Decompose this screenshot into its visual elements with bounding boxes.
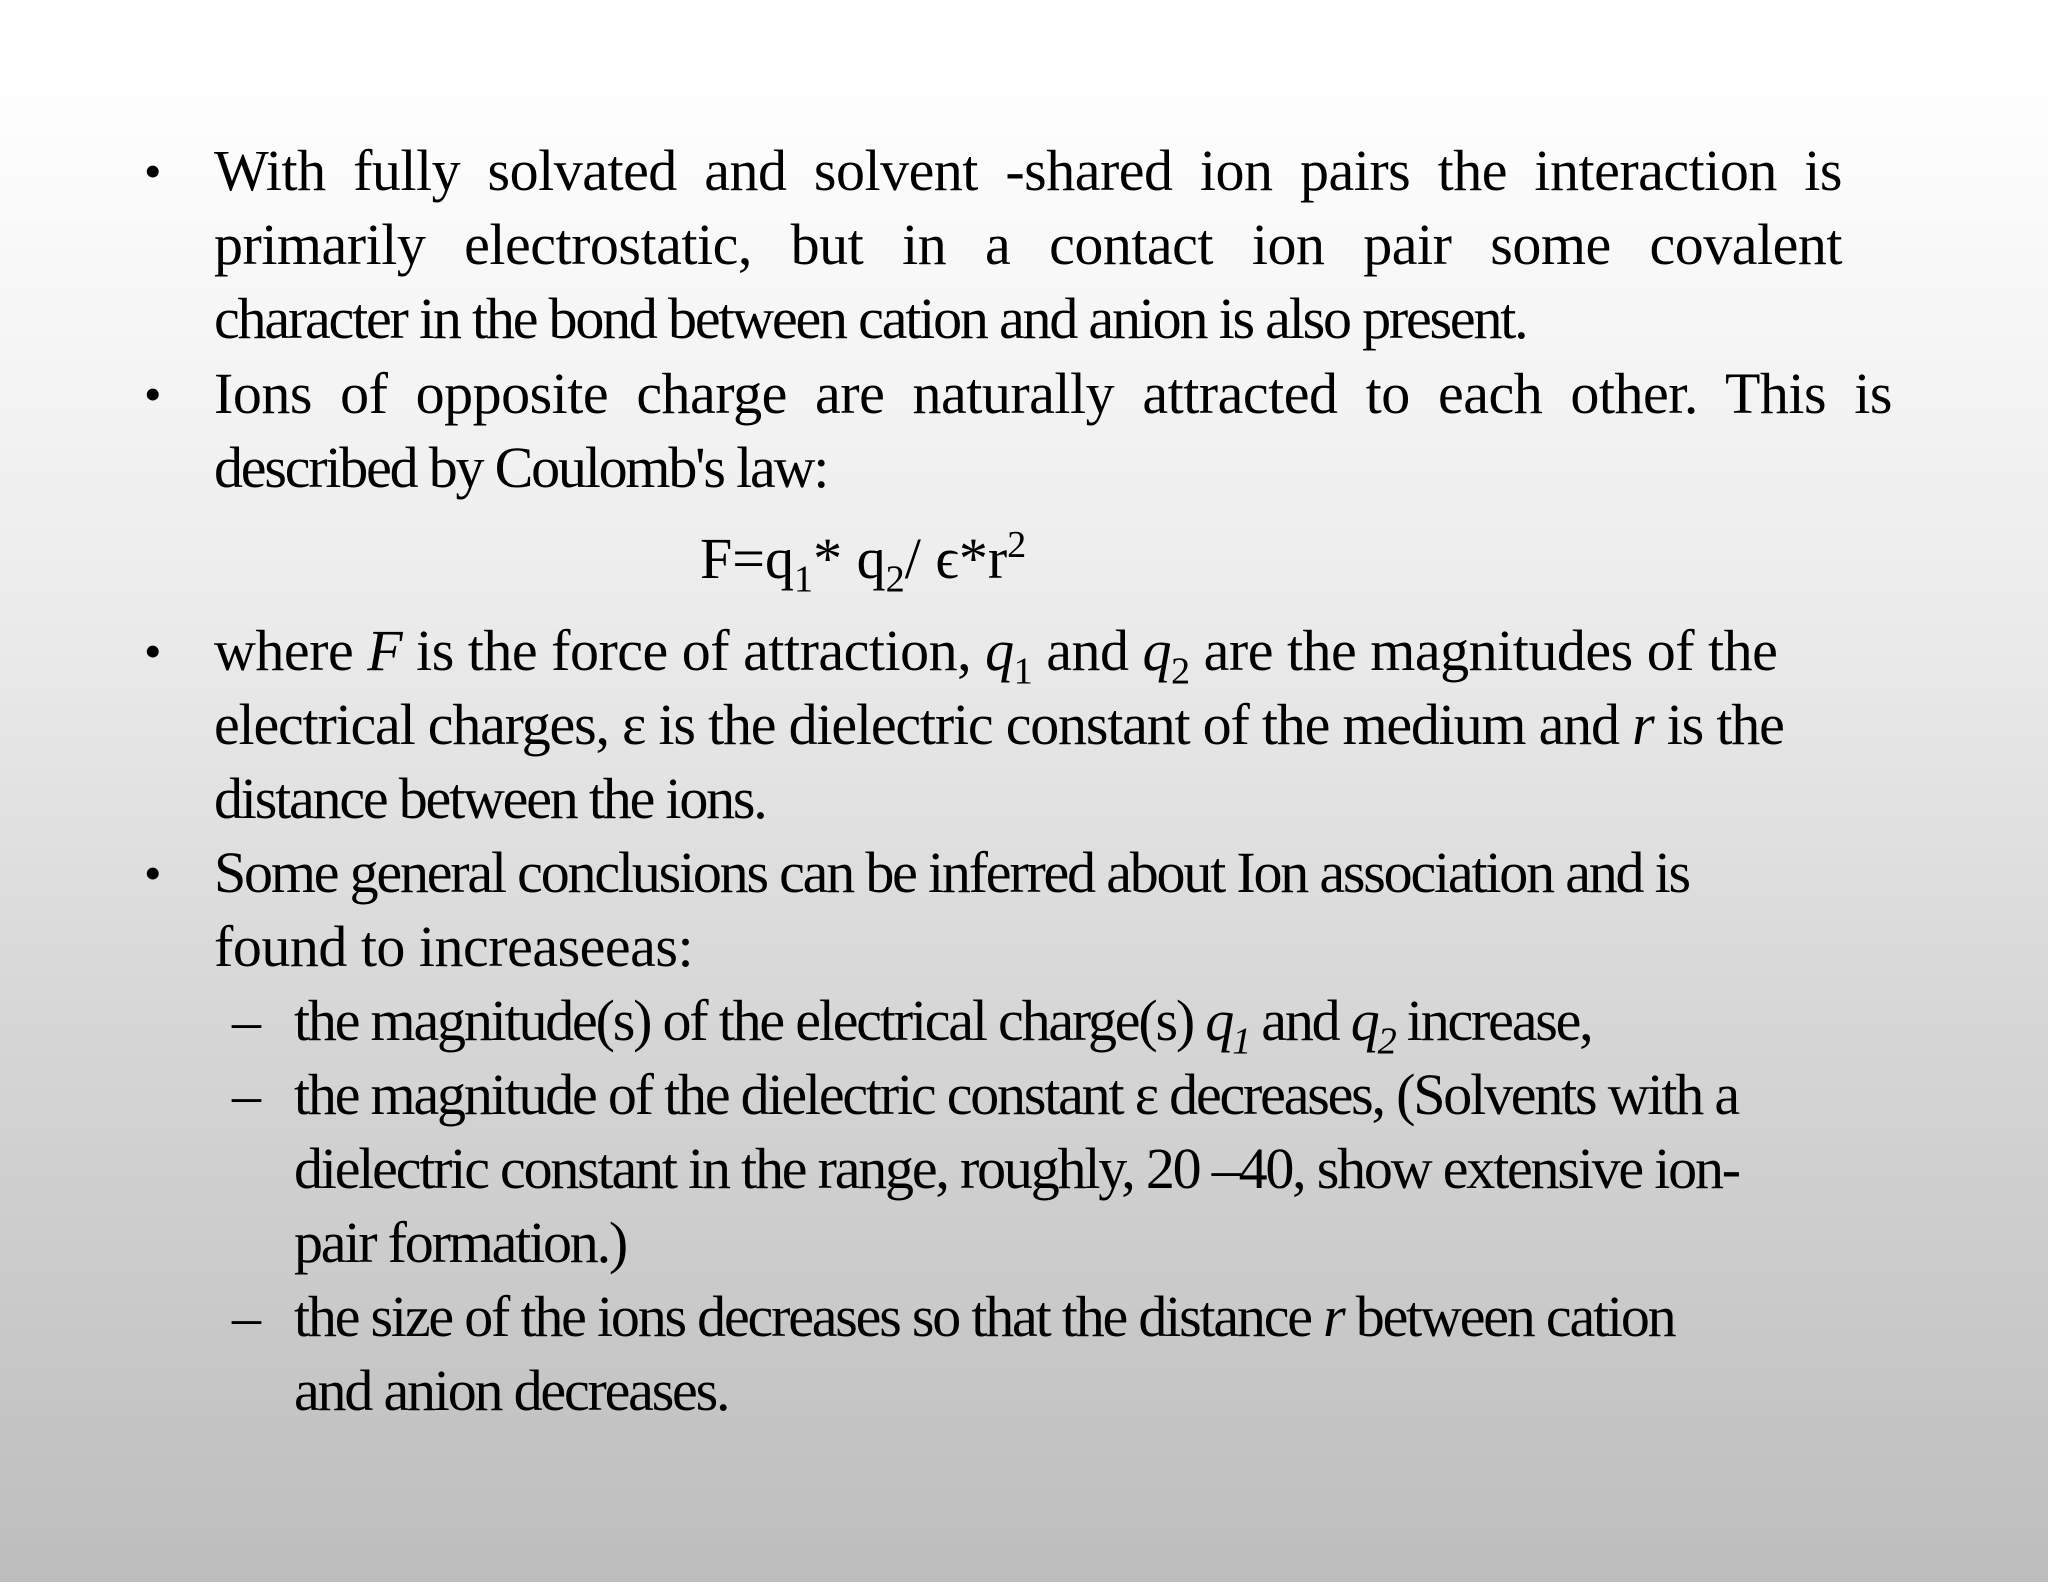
bullet-marker: • xyxy=(144,366,162,422)
bullet-4-line-1: Some general conclusions can be inferred about Ion association and is xyxy=(214,840,1689,905)
bullet-2-line-1: Ions of opposite charge are naturally attracted to each other. This is xyxy=(214,361,1892,426)
bullet-3-line-3: distance between the ions. xyxy=(214,766,766,831)
bullet-1-line-2: primarily electrostatic, but in a contact ion pair some covalent xyxy=(214,212,1842,277)
bullet-marker: • xyxy=(144,623,162,679)
bullet-4-line-2: found to increaseeas: xyxy=(214,914,694,979)
coulomb-formula: $F=q_1*$ $q_2/$ $\epsilon*r^2$ xyxy=(700,523,1027,601)
subbullet-3-line-2: and anion decreases. xyxy=(294,1358,729,1423)
bullet-1-line-1: With fully solvated and solvent -shared ion pairs the interaction is xyxy=(214,138,1842,203)
subbullet-2-line-1: the magnitude of the dielectric constant ε decreases, (Solvents with a xyxy=(294,1062,1738,1127)
dash-marker: – xyxy=(232,1062,261,1127)
dash-marker: – xyxy=(232,1284,261,1349)
dash-marker: – xyxy=(232,988,261,1053)
bullet-3-line-1: where F is the force of attraction, $q_1$ and $q_2$ are the magnitudes of the xyxy=(214,618,1778,693)
bullet-3-line-2: electrical charges, ε is the dielectric constant of the medium and r is the xyxy=(214,692,1784,757)
bullet-2-line-2: described by Coulomb's law: xyxy=(214,435,828,500)
bullet-1-line-3: character in the bond between cation and anion is also present. xyxy=(214,286,1527,351)
subbullet-2-line-3: pair formation.) xyxy=(294,1210,627,1275)
bullet-marker: • xyxy=(144,845,162,901)
subbullet-2-line-2: dielectric constant in the range, roughly, 20 –40, show extensive ion- xyxy=(294,1136,1739,1201)
subbullet-1-line-1: the magnitude(s) of the electrical charge(s) $q_1$ and $q_2$ increase, xyxy=(294,988,1592,1063)
bullet-marker: • xyxy=(144,143,162,199)
subbullet-3-line-1: the size of the ions decreases so that the distance r between cation xyxy=(294,1284,1675,1349)
